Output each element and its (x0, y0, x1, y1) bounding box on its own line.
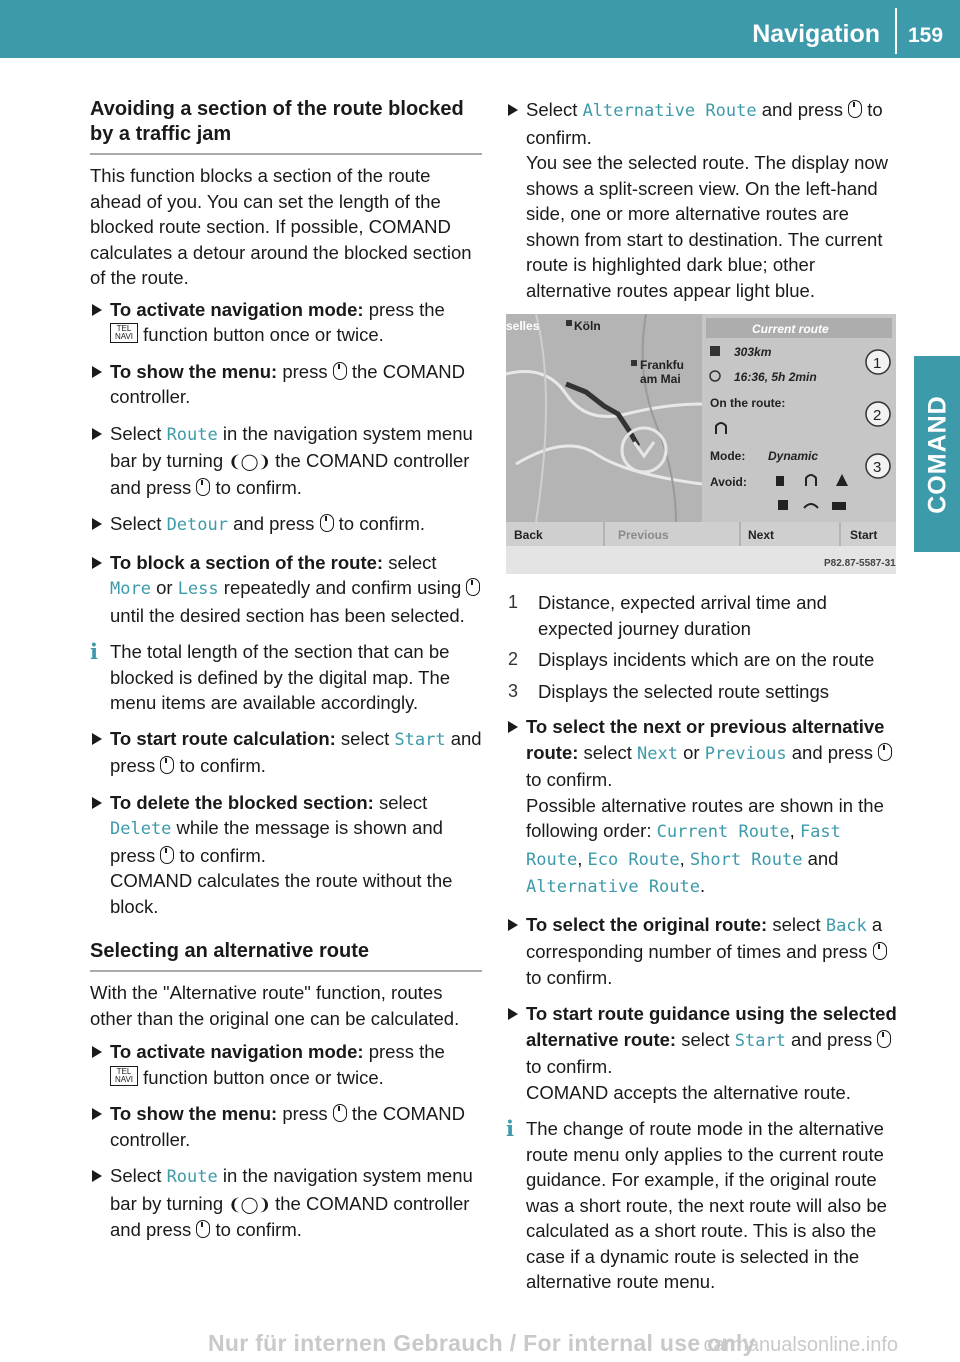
figure-code: P82.87-5587-31 (824, 558, 896, 569)
mode-value: Dynamic (768, 449, 819, 463)
route-display-figure (506, 314, 896, 574)
page-number: 159 (908, 24, 944, 47)
header-bar (0, 0, 960, 58)
internal-use-footer: Nur für internen Gebrauch / For internal use only (208, 1330, 756, 1356)
map-label-koln: Köln (574, 319, 601, 333)
press-controller-icon (160, 756, 174, 774)
map-label-frankfurt: Frankfu (640, 358, 685, 372)
press-controller-icon (877, 1030, 891, 1048)
turn-controller-icon: ❨◯❩ (228, 452, 270, 471)
back-button: Back (514, 528, 543, 542)
press-controller-icon (466, 578, 480, 596)
intro-paragraph: This function blocks a section of the route ahead of you. You can set the length of the blocked route section. If possible, COMAND calculates a detour around the blocked section of the route. (90, 165, 472, 288)
press-controller-icon (196, 478, 210, 496)
heading-blocked-route: Avoiding a section of the route blocked by a traffic jam (90, 97, 482, 155)
press-controller-icon (333, 362, 347, 380)
step-activate-nav-2: To activate navigation mode: press the TEL NAVI function button once or twice. (90, 1039, 482, 1090)
svg-text:2: 2 (873, 407, 882, 424)
avoid-toll-icon (776, 476, 784, 486)
left-column (90, 97, 482, 1254)
step-select-route-2: Select Route in the navigation system menu bar by turning ❨◯❩ the COMAND controller and press to confirm. (90, 1163, 482, 1243)
header-divider (895, 8, 897, 54)
side-tab-label: COMAND (923, 395, 952, 514)
step-show-menu: To show the menu: press the COMAND controller. (90, 359, 482, 410)
step-next-previous: To select the next or previous alternative route: select Next or Previous and press to confirm. Possible alternative routes are shown in the following order: Current Route, Fast Route, Eco Route, Short Route and Alternative Route. (506, 714, 898, 901)
map-label-selles: selles (506, 319, 540, 333)
step-original-route: To select the original route: select Back a corresponding number of times and press to confirm. (506, 912, 898, 991)
section-title: Navigation (752, 20, 880, 48)
next-button: Next (748, 528, 775, 542)
press-controller-icon (196, 1220, 210, 1238)
watermark: carmanualsonline.info (703, 1334, 898, 1356)
arrival-time: 16:36, 5h 2min (734, 370, 817, 384)
press-controller-icon (848, 100, 862, 118)
panel-title: Current route (752, 322, 829, 336)
step-start-guidance: To start route guidance using the selected alternative route: select Start and press to confirm. COMAND accepts the alternative route. (506, 1001, 898, 1105)
right-column (506, 97, 898, 1305)
on-route-label: On the route: (710, 396, 786, 410)
step-block-section: To block a section of the route: select More or Less repeatedly and confirm using until the desired section has been selected. (90, 550, 482, 629)
press-controller-icon (873, 942, 887, 960)
info-icon: i (506, 1116, 514, 1141)
distance-value: 303km (734, 345, 772, 359)
map-label-am-main: am Mai (640, 372, 681, 386)
legend-item-1: 1 Distance, expected arrival time and expected journey duration (508, 592, 827, 639)
flag-icon (710, 346, 720, 356)
mode-label: Mode: (710, 449, 746, 463)
step-activate-nav: To activate navigation mode: press the TEL NAVI function button once or twice. (90, 297, 482, 348)
heading-alternative-route: Selecting an alternative route (90, 939, 482, 972)
start-button: Start (850, 528, 878, 542)
tel-navi-key-icon: TEL NAVI (110, 323, 138, 343)
legend-item-3: 3 Displays the selected route settings (508, 680, 830, 702)
svg-text:3: 3 (873, 459, 882, 476)
step-start-calculation: To start route calculation: select Start and press to confirm. (90, 726, 482, 779)
avoid-truck-icon (832, 502, 846, 510)
info-icon: i (90, 639, 98, 664)
avoid-label: Avoid: (710, 475, 747, 489)
press-controller-icon (160, 846, 174, 864)
tel-navi-key-icon: TEL NAVI (110, 1066, 138, 1086)
info-note: i The total length of the section that can be blocked is defined by the digital map. The menu items are available accordingly. (90, 639, 451, 713)
legend-item-2: 2 Displays incidents which are on the route (508, 649, 875, 670)
avoid-motorway-icon (778, 500, 788, 510)
press-controller-icon (878, 743, 892, 761)
side-tab (914, 356, 960, 552)
svg-text:1: 1 (873, 355, 882, 372)
map-area (506, 314, 702, 522)
info-note-2: i The change of route mode in the alternative route menu only applies to the current route guidance. For example, if the original route was a short route, the next route will also be calculated as a short route. This is also the case if a dynamic route is selected in the alternative route menu. (506, 1116, 887, 1292)
intro-alternative: With the "Alternative route" function, routes other than the original one can be calculated. (90, 982, 460, 1029)
step-select-detour: Select Detour and press to confirm. (90, 511, 482, 539)
previous-button: Previous (618, 528, 669, 542)
step-show-menu-2: To show the menu: press the COMAND controller. (90, 1101, 482, 1152)
press-controller-icon (333, 1104, 347, 1122)
press-controller-icon (320, 514, 334, 532)
step-delete-block: To delete the blocked section: select Delete while the message is shown and press to confirm. COMAND calculates the route without the block. (90, 790, 482, 920)
step-select-alternative: Select Alternative Route and press to confirm. You see the selected route. The display now shows a split-screen view. On the left-hand side, one or more alternative routes are shown from start to destination. The current route is highlighted dark blue; other alternative routes appear light blue. (506, 97, 898, 303)
turn-controller-icon: ❨◯❩ (228, 1194, 270, 1214)
step-select-route: Select Route in the navigation system menu bar by turning ❨◯❩ the COMAND controller and press to confirm. (90, 421, 482, 501)
comand-screenshot (506, 314, 896, 574)
